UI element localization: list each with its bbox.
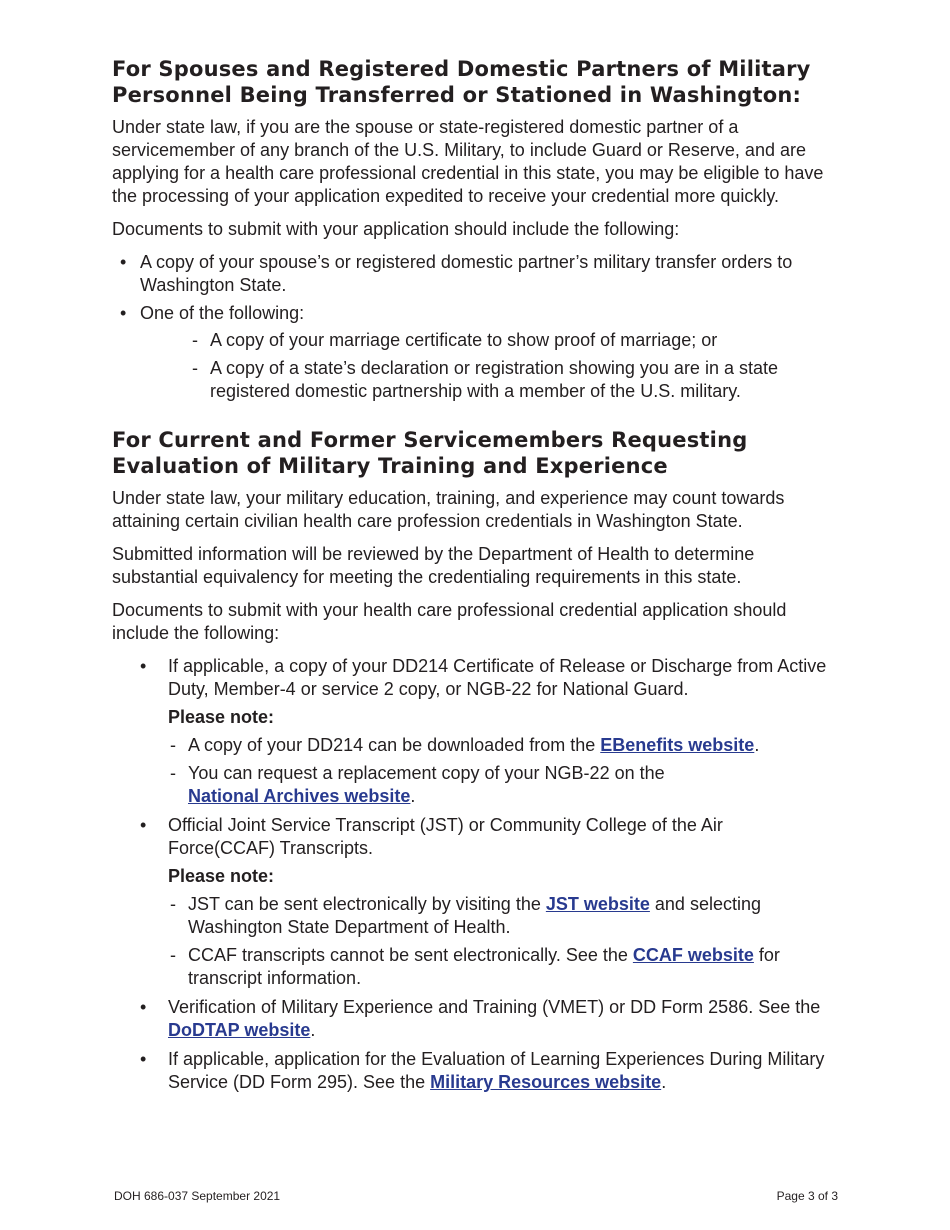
jst-link[interactable]: JST website — [545, 894, 650, 914]
section-spouses-documents-intro: Documents to submit with your application should include the following: — [112, 219, 680, 239]
sub-list — [140, 329, 828, 403]
dash-symbol: - — [170, 735, 176, 755]
dash-symbol: - — [170, 945, 176, 965]
sub-list — [168, 893, 828, 990]
bullet-symbol: • — [140, 997, 147, 1017]
bullet-symbol: • — [140, 656, 147, 676]
bullet-symbol: • — [140, 815, 147, 835]
please-note-label: Please note: — [168, 866, 275, 886]
sub-list-item — [112, 762, 828, 808]
sub-list-item — [112, 734, 828, 757]
bullet-symbol: • — [140, 1049, 147, 1069]
sub-list-item-text: CCAF transcripts cannot be sent electronically. See the — [188, 945, 633, 965]
list-item — [112, 251, 828, 297]
sub-list-item — [140, 329, 828, 352]
list-item-text: . — [310, 1020, 316, 1040]
sub-list-item — [112, 893, 828, 939]
list-item-text: A copy of your spouse’s or registered domestic partner’s military transfer orders to Washington State. — [140, 252, 793, 295]
sub-list-item — [112, 944, 828, 990]
list-item — [112, 302, 828, 403]
list-item — [112, 655, 828, 808]
dash-symbol: - — [170, 894, 176, 914]
national-archives-link[interactable]: National Archives website — [188, 786, 411, 806]
section-spouses-heading: For Spouses and Registered Domestic Partners of Military Personnel Being Transferred or Stationed in Washington: — [112, 57, 811, 107]
ccaf-link[interactable]: CCAF website — [632, 945, 754, 965]
section-servicemembers-review: Submitted information will be reviewed by the Department of Health to determine substantial equivalency for meeting the credentialing requirements in this state. — [112, 544, 755, 587]
please-note-label: Please note: — [168, 707, 275, 727]
sub-list — [168, 734, 828, 808]
list-item-text: Official Joint Service Transcript (JST) or Community College of the Air Force(CCAF) Transcripts. — [168, 815, 723, 858]
section-spouses — [112, 56, 828, 403]
sub-list-item-text: A copy of your DD214 can be downloaded from the — [188, 735, 601, 755]
section-servicemembers-heading: For Current and Former Servicemembers Requesting Evaluation of Military Training and Experience — [112, 428, 748, 478]
ebenefits-link[interactable]: EBenefits website — [600, 735, 755, 755]
sub-list-item-text: and selecting Washington State Department of Health. — [188, 894, 761, 937]
list-item — [112, 996, 828, 1042]
list-item — [112, 814, 828, 990]
list-item-text: One of the following: — [140, 303, 305, 323]
section-servicemembers — [112, 427, 828, 1094]
dash-symbol: - — [170, 763, 176, 783]
sub-list-item-text: for transcript information. — [188, 945, 780, 988]
section-spouses-intro: Under state law, if you are the spouse or state-registered domestic partner of a servicemember of any branch of the U.S. Military, to include Guard or Reserve, and are applying for a health care professional credential in this state, you may be eligible to have the processing of your application expedited to receive your credential more quickly. — [112, 117, 824, 206]
footer-form-number: DOH 686-037 September 2021 — [114, 1189, 281, 1203]
section-servicemembers-documents-intro: Documents to submit with your health care professional credential application should include the following: — [112, 600, 787, 643]
dash-symbol: - — [192, 358, 198, 378]
list-item — [112, 1048, 828, 1094]
sub-list-item-text: . — [754, 735, 760, 755]
sub-list-item — [140, 357, 828, 403]
dodtap-link[interactable]: DoDTAP website — [168, 1020, 311, 1040]
section-servicemembers-list — [112, 655, 828, 1094]
bullet-symbol: • — [120, 252, 127, 272]
list-item-text: . — [661, 1072, 667, 1092]
footer-page-number: Page 3 of 3 — [776, 1189, 838, 1203]
dash-symbol: - — [192, 330, 198, 350]
list-item-text: If applicable, application for the Evaluation of Learning Experiences During Military Service (DD Form 295). See the — [168, 1049, 825, 1092]
list-item-text: If applicable, a copy of your DD214 Certificate of Release or Discharge from Active Duty, Member-4 or service 2 copy, or NGB-22 for National Guard. — [168, 656, 827, 699]
document-page — [112, 56, 828, 1100]
sub-list-item-text: . — [410, 786, 416, 806]
section-servicemembers-intro: Under state law, your military education, training, and experience may count towards attaining certain civilian health care profession credentials in Washington State. — [112, 488, 785, 531]
sub-list-item-text: You can request a replacement copy of your NGB-22 on the — [188, 763, 665, 783]
section-spouses-list — [112, 251, 828, 403]
bullet-symbol: • — [120, 303, 127, 323]
list-item-text: Verification of Military Experience and Training (VMET) or DD Form 2586. See the — [168, 997, 821, 1017]
military-resources-link[interactable]: Military Resources website — [430, 1072, 662, 1092]
sub-list-item-text: A copy of your marriage certificate to show proof of marriage; or — [210, 330, 718, 350]
sub-list-item-text: JST can be sent electronically by visiting the — [188, 894, 546, 914]
sub-list-item-text: A copy of a state’s declaration or registration showing you are in a state registered domestic partnership with a member of the U.S. military. — [210, 358, 778, 401]
